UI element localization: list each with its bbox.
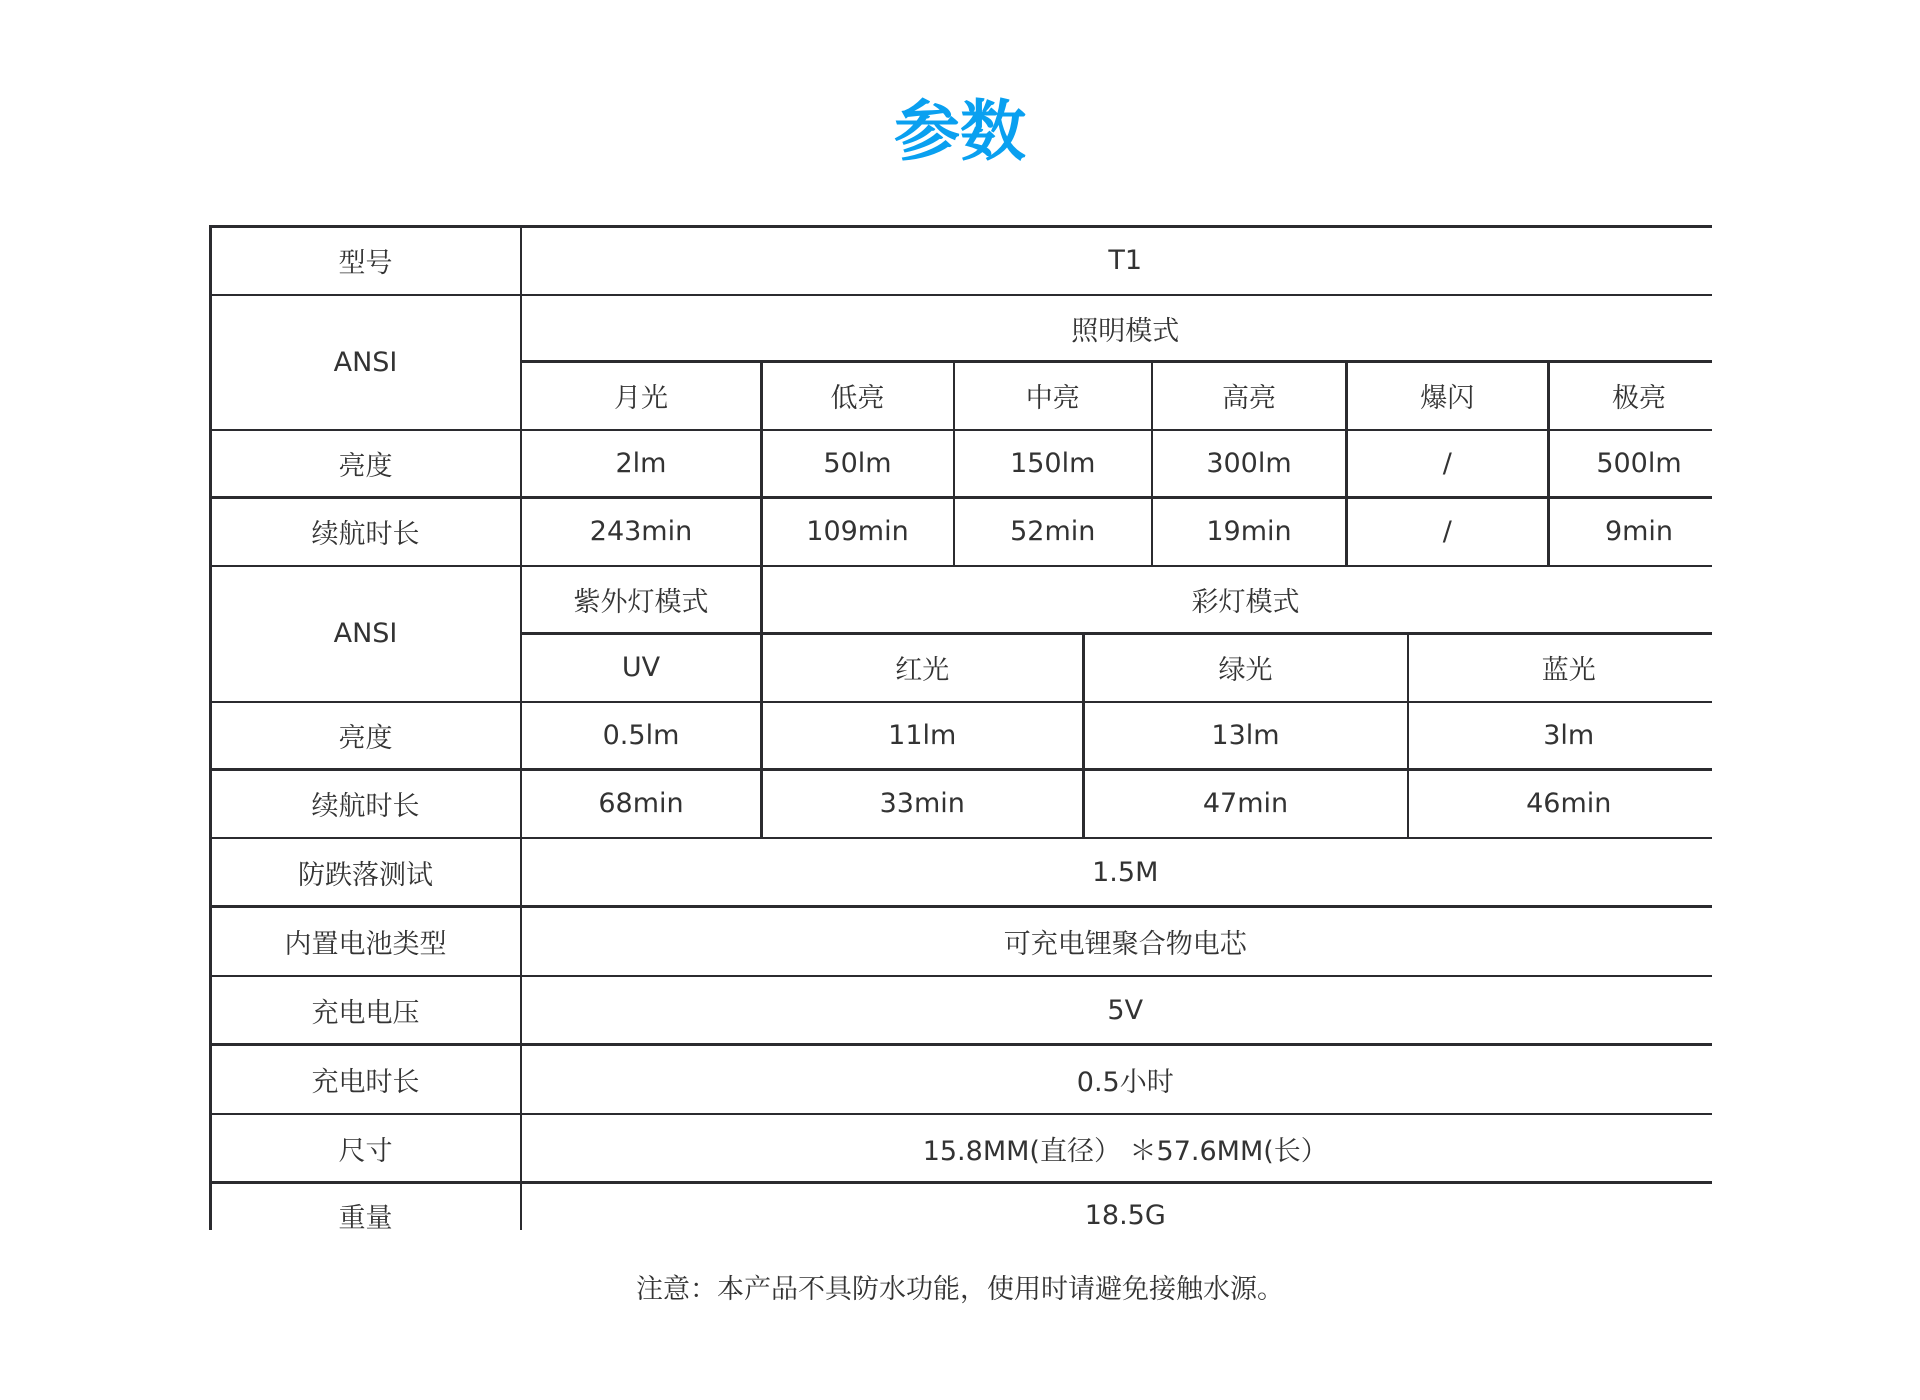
spec-value-charge-voltage: 5V [522, 977, 1729, 1043]
spec-label-battery-type: 内置电池类型 [212, 908, 520, 975]
spec-label-drop-test: 防跌落测试 [212, 839, 520, 905]
lighting-mode: 爆闪 [1348, 363, 1548, 429]
spec-label-charge-voltage: 充电电压 [212, 977, 520, 1043]
lighting-brightness-value: / [1348, 431, 1548, 496]
uv-color-brightness-value: 11lm [763, 703, 1083, 768]
lighting-brightness-label: 亮度 [212, 431, 520, 496]
lighting-runtime-value: 109min [763, 499, 953, 565]
spec-value-drop-test: 1.5M [522, 839, 1729, 905]
lighting-runtime-value: / [1348, 499, 1548, 565]
uv-color-brightness-value: 0.5lm [522, 703, 760, 768]
uv-color-brightness-value: 13lm [1085, 703, 1407, 768]
color-group-label: 彩灯模式 [763, 567, 1729, 632]
lighting-brightness-value: 500lm [1550, 431, 1729, 496]
lighting-runtime-value: 19min [1153, 499, 1345, 565]
lighting-runtime-value: 9min [1550, 499, 1729, 565]
uv-color-runtime-label: 续航时长 [212, 771, 520, 837]
lighting-brightness-value: 50lm [763, 431, 953, 496]
uv-group-label: 紫外灯模式 [522, 567, 760, 632]
uv-color-brightness-label: 亮度 [212, 703, 520, 768]
uv-color-runtime-value: 33min [763, 771, 1083, 837]
lighting-runtime-label: 续航时长 [212, 499, 520, 565]
lighting-runtime-value: 243min [522, 499, 760, 565]
spec-value-charge-time: 0.5小时 [522, 1046, 1729, 1113]
page-title: 参数 [894, 93, 1026, 170]
lighting-mode: 月光 [522, 363, 760, 429]
uv-color-mode: 绿光 [1085, 635, 1407, 701]
uv-color-mode: UV [522, 635, 760, 701]
lighting-brightness-value: 300lm [1153, 431, 1345, 496]
spec-value-weight: 18.5G [522, 1184, 1729, 1248]
uv-color-runtime-value: 47min [1085, 771, 1407, 837]
spec-value-battery-type: 可充电锂聚合物电芯 [522, 908, 1729, 975]
lighting-brightness-value: 150lm [955, 431, 1151, 496]
lighting-ansi-label: ANSI [212, 296, 520, 429]
lighting-group-label: 照明模式 [522, 296, 1729, 360]
spec-label-weight: 重量 [212, 1184, 520, 1248]
lighting-mode: 中亮 [955, 363, 1151, 429]
lighting-runtime-value: 52min [955, 499, 1151, 565]
lighting-mode: 高亮 [1153, 363, 1345, 429]
spec-table [209, 225, 1712, 1234]
waterproof-notice: 注意：本产品不具防水功能，使用时请避免接触水源。 [636, 1274, 1284, 1305]
spec-value-dimensions: 15.8MM(直径） ＊57.6MM(长） [522, 1115, 1729, 1181]
uv-color-ansi-label: ANSI [212, 567, 520, 701]
uv-color-runtime-value: 46min [1409, 771, 1729, 837]
lighting-mode: 极亮 [1550, 363, 1729, 429]
uv-color-mode: 红光 [763, 635, 1083, 701]
uv-color-runtime-value: 68min [522, 771, 760, 837]
uv-color-brightness-value: 3lm [1409, 703, 1729, 768]
lighting-mode: 低亮 [763, 363, 953, 429]
model-value: T1 [522, 228, 1729, 294]
lighting-brightness-value: 2lm [522, 431, 760, 496]
spec-label-charge-time: 充电时长 [212, 1046, 520, 1113]
uv-color-mode: 蓝光 [1409, 635, 1729, 701]
model-label: 型号 [212, 228, 520, 294]
spec-label-dimensions: 尺寸 [212, 1115, 520, 1181]
